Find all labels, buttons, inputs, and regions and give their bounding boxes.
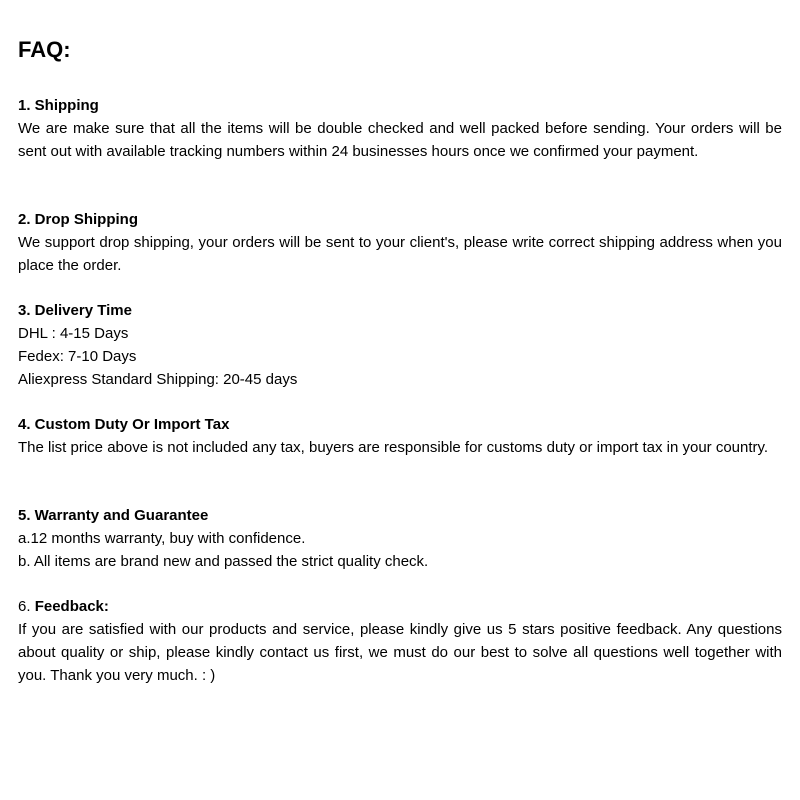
faq-document [18,0,782,800]
section-heading: 2. Drop Shipping [18,211,138,228]
delivery-line-fedex: Fedex: 7-10 Days [18,348,137,365]
delivery-line-aliexpress: Aliexpress Standard Shipping: 20-45 days [18,371,298,388]
section-paragraph: We support drop shipping, your orders will be sent to your client's, please write correct shipping address when you place the order. [18,234,782,274]
section-heading: 3. Delivery Time [18,302,132,319]
page-title: FAQ: [18,37,71,62]
faq-section-shipping [18,94,782,163]
section-heading: 1. Shipping [18,97,99,114]
section-heading: 5. Warranty and Guarantee [18,507,209,524]
faq-section-feedback [18,595,782,687]
section-number: 6. [18,598,31,615]
section-heading: 4. Custom Duty Or Import Tax [18,416,230,433]
delivery-line-dhl: DHL : 4-15 Days [18,325,129,342]
warranty-line-a: a.12 months warranty, buy with confidence. [18,530,306,547]
warranty-line-b: b. All items are brand new and passed the strict quality check. [18,553,429,570]
section-heading-text: Feedback: [34,598,109,615]
section-heading [18,595,782,618]
faq-section-warranty [18,504,782,573]
section-paragraph: If you are satisfied with our products and service, please kindly give us 5 stars positive feedback. Any questions about quality or ship, please kindly contact us first, we must do our best to solve all questions well together with you. Thank you very much. : ) [18,621,782,684]
section-paragraph: We are make sure that all the items will be double checked and well packed before sending. Your orders will be sent out with available tracking numbers within 24 businesses hours once we confirmed your payment. [18,120,782,160]
section-paragraph: The list price above is not included any tax, buyers are responsible for customs duty or import tax in your country. [18,439,769,456]
faq-section-delivery-time [18,299,782,391]
faq-section-custom-duty [18,413,782,459]
faq-section-drop-shipping [18,208,782,277]
